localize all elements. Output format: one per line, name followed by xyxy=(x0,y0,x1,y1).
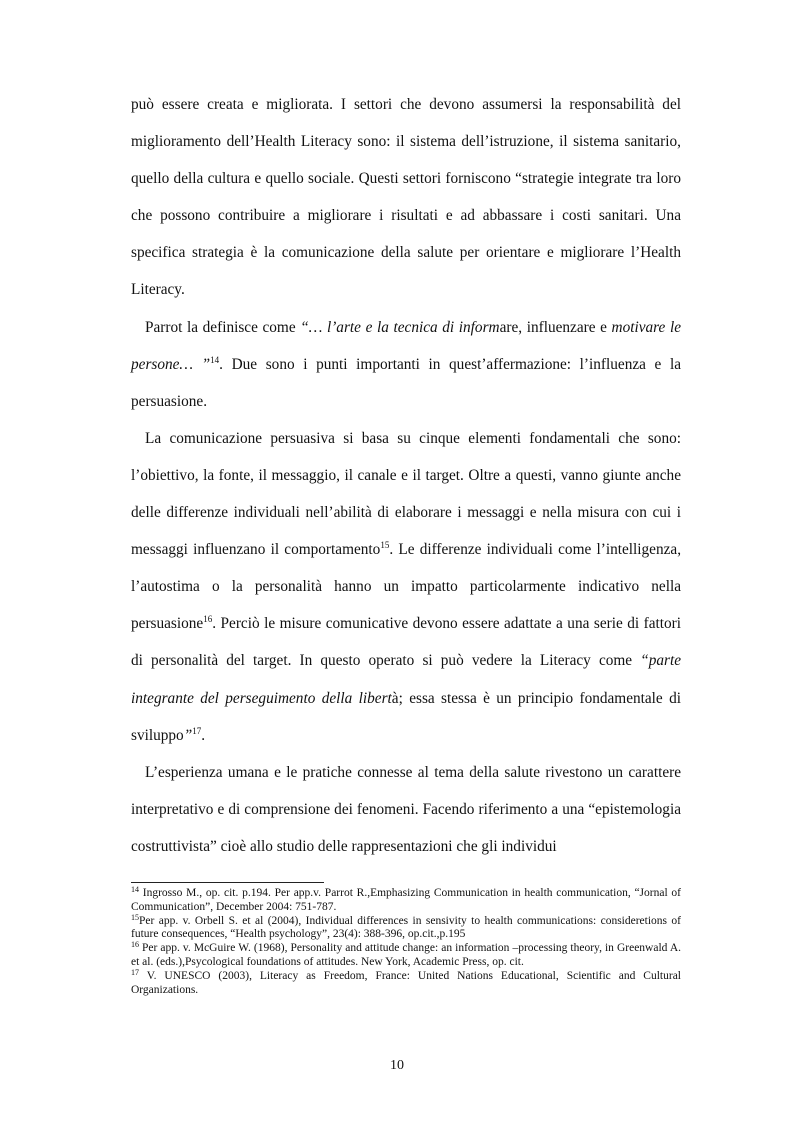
footnote-text: V. UNESCO (2003), Literacy as Freedom, France: United Nations Educational, Scientific and Cultural Organizations. xyxy=(131,969,681,996)
footnote-ref-15: 15 xyxy=(380,540,390,551)
footnote-ref-14: 14 xyxy=(210,354,220,365)
p2-quote-b: motivare le persone… ” xyxy=(131,318,681,373)
paragraph-2 xyxy=(131,309,681,420)
p2-text-c: . Due sono i punti importanti in quest’affermazione: l’influenza e la persuasione. xyxy=(131,355,681,410)
footnote-number: 14 xyxy=(131,885,139,894)
page-number: 10 xyxy=(390,1058,404,1073)
footnote-ref-16: 16 xyxy=(203,614,213,625)
footnotes xyxy=(131,887,681,997)
footnote-text: Per app. v. McGuire W. (1968), Personality and attitude change: an information –processing theory, in Greenwald A. et al. (eds.),Psycological foundations of attitudes. New York, Academic Press, op. cit. xyxy=(131,942,681,968)
p2-text-a: Parrot la definisce come xyxy=(145,318,301,336)
p3-text-d: à; essa stessa è un principio fondamentale di sviluppo xyxy=(131,689,681,744)
footnote-text: Per app. v. Orbell S. et al (2004), Individual differences in sensivity to health communications: consideretions of future consequences, “Health psychology”, 23(4): 388-396, op.cit.,p.195 xyxy=(131,914,681,941)
p2-text-b: are, influenzare e xyxy=(499,318,612,336)
footnote-text: Ingrosso M., op. cit. p.194. Per app.v. Parrot R.,Emphasizing Communication in health communication, “Jornal of Communication”, December 2004: 751-787. xyxy=(131,887,681,913)
p2-quote-a: “… l’arte e la tecnica di inform xyxy=(300,318,500,336)
p3-quote-a: “parte integrante del perseguimento della libert xyxy=(131,652,681,707)
footnote-17 xyxy=(131,967,681,998)
paragraph-3 xyxy=(131,420,681,754)
p3-text-e: . xyxy=(201,726,206,744)
footnote-16 xyxy=(131,942,681,970)
footnote-14 xyxy=(131,887,681,915)
body-text xyxy=(131,86,681,865)
footnote-number: 17 xyxy=(131,967,139,977)
footnote-separator xyxy=(131,882,324,883)
paragraph-4: L’esperienza umana e le pratiche connesse al tema della salute rivestono un carattere interpretativo e di comprensione dei fenomeni. Facendo riferimento a una “epistemologia costruttivista” cioè allo studio delle rappresentazioni che gli individui xyxy=(131,763,681,855)
p3-text-a: La comunicazione persuasiva si basa su cinque elementi fondamentali che sono: l’obiettivo, la fonte, il messaggio, il canale e il target. Oltre a questi, vanno giunte anche delle differenze individuali nell’abilità di elaborare i messaggi e nella misura con cui i messaggi influenzano il comportamento xyxy=(131,429,681,559)
p3-text-b: . Le differenze individuali come l’intelligenza, l’autostima o la personalità hanno un impatto particolarmente indicativo nella persuasione xyxy=(131,541,682,633)
p3-text-c: . Perciò le misure comunicative devono essere adattate a una serie di fattori di personalità del target. In questo operato si può vedere la Literacy come xyxy=(131,615,681,670)
footnote-ref-17: 17 xyxy=(192,725,202,736)
p3-quote-b: ” xyxy=(183,726,193,744)
footnote-number: 16 xyxy=(131,940,139,950)
footnote-number: 15 xyxy=(131,912,139,922)
footnote-15 xyxy=(131,912,681,943)
paragraph-1: può essere creata e migliorata. I settori che devono assumersi la responsabilità del miglioramento dell’Health Literacy sono: il sistema dell’istruzione, il sistema sanitario, quello della cultura e quello sociale. Questi settori forniscono “strategie integrate tra loro che possono contribuire a migliorare i risultati e ad abbassare i costi sanitari. Una specifica strategia è la comunicazione della salute per orientare e migliorare l’Health Literacy. xyxy=(131,96,681,299)
